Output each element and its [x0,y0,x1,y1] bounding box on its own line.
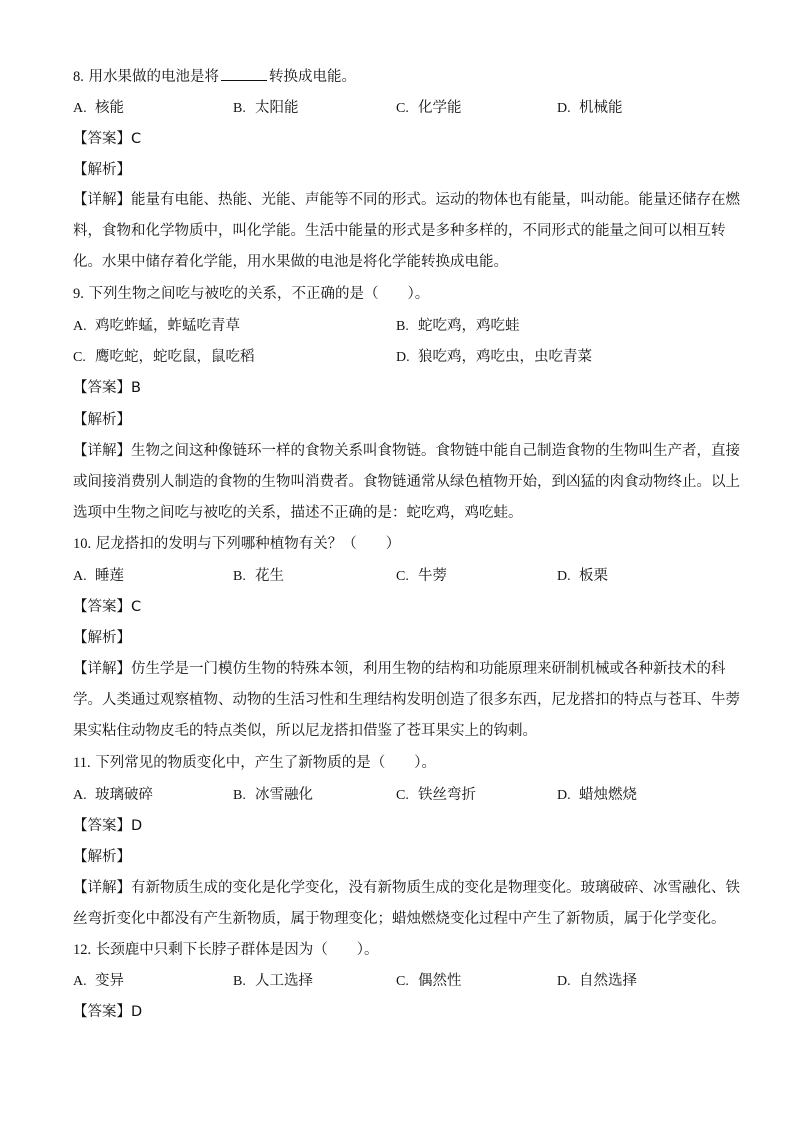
option-d: D. 蜡烛燃烧 [557,787,637,803]
answer-label: 【答案】B [73,380,141,396]
analysis-label: 【解析】 [73,162,131,178]
option-a: A. 玻璃破碎 [73,787,153,803]
question-stem: 尼龙搭扣的发明与下列哪种植物有关？（ ） [95,536,401,552]
answer-label: 【答案】C [73,131,142,147]
option-b: B. 太阳能 [233,100,299,116]
option-c: C. 化学能 [396,100,462,116]
option-b: B. 冰雪融化 [233,787,313,803]
question-8-stem [73,66,723,87]
detail-line: 果实粘住动物皮毛的特点类似，所以尼龙搭扣借鉴了苍耳果实上的钩刺。 [73,723,537,739]
detail-paragraph [73,185,740,278]
question-11-stem [73,753,723,773]
option-b: B. 花生 [233,568,284,584]
option-a: A. 鸡吃蚱蜢，蚱蜢吃青草 [73,318,240,334]
detail-line: 学。人类通过观察植物、动物的生活习性和生理结构发明创造了很多东西，尼龙搭扣的特点与苍耳、牛蒡 [73,692,740,708]
option-c: C. 鹰吃蛇，蛇吃鼠，鼠吃稻 [73,349,255,365]
option-b: B. 蛇吃鸡，鸡吃蛙 [396,318,520,334]
option-d: D. 狼吃鸡，鸡吃虫，虫吃青菜 [396,349,592,365]
detail-line: 【详解】仿生学是一门模仿生物的特殊本领，利用生物的结构和功能原理来研制机械或各种新技术的科 [73,661,726,677]
analysis-label: 【解析】 [73,849,131,865]
detail-line: 【详解】有新物质生成的变化是化学变化，没有新物质生成的变化是物理变化。玻璃破碎、冰雪融化、铁 [73,880,740,896]
detail-line: 料，食物和化学物质中，叫化学能。生活中能量的形式是多种多样的，不同形式的能量之间可以相互转 [73,223,726,239]
option-d: D. 机械能 [557,100,623,116]
question-9-stem [73,284,723,304]
question-number: 11. [73,755,91,771]
answer-label: 【答案】C [73,599,142,615]
question-number: 12. [73,942,92,958]
question-12-stem [73,940,723,960]
option-a: A. 核能 [73,100,124,116]
detail-line: 丝弯折变化中都没有产生新物质，属于物理变化；蜡烛燃烧变化过程中产生了新物质，属于化学变化。 [73,911,726,927]
option-a: A. 变异 [73,973,124,989]
detail-paragraph [73,654,740,747]
question-stem-part: 转换成电能。 [268,69,356,85]
question-stem: 下列生物之间吃与被吃的关系，不正确的是（ ）。 [88,286,430,302]
detail-line: 或间接消费别人制造的食物的生物叫消费者。食物链通常从绿色植物开始，到凶猛的肉食动物终止。以上 [73,474,740,490]
detail-line: 【详解】能量有电能、热能、光能、声能等不同的形式。运动的物体也有能量，叫动能。能量还储存在燃 [73,192,740,208]
question-number: 10. [73,536,92,552]
question-number: 8. [73,69,84,85]
analysis-label: 【解析】 [73,630,131,646]
detail-paragraph [73,873,740,935]
option-b: B. 人工选择 [233,973,313,989]
option-d: D. 板栗 [557,568,608,584]
question-10-stem [73,534,723,554]
option-a: A. 睡莲 [73,568,124,584]
analysis-label: 【解析】 [73,412,131,428]
answer-blank [221,66,267,81]
option-c: C. 铁丝弯折 [396,787,476,803]
question-stem: 下列常见的物质变化中，产生了新物质的是（ ）。 [95,755,436,771]
option-c: C. 偶然性 [396,973,462,989]
detail-line: 化。水果中储存着化学能，用水果做的电池是将化学能转换成电能。 [73,254,508,270]
detail-line: 【详解】生物之间这种像链环一样的食物关系叫食物链。食物链中能自己制造食物的生物叫生产者，直接 [73,443,740,459]
question-stem: 长颈鹿中只剩下长脖子群体是因为（ ）。 [95,942,379,958]
answer-label: 【答案】D [73,1004,143,1020]
option-c: C. 牛蒡 [396,568,447,584]
question-stem-part: 用水果做的电池是将 [88,69,219,85]
option-d: D. 自然选择 [557,973,637,989]
answer-label: 【答案】D [73,818,143,834]
question-number: 9. [73,286,84,302]
detail-paragraph [73,436,740,529]
detail-line: 选项中生物之间吃与被吃的关系，描述不正确的是：蛇吃鸡，鸡吃蛙。 [73,505,523,521]
